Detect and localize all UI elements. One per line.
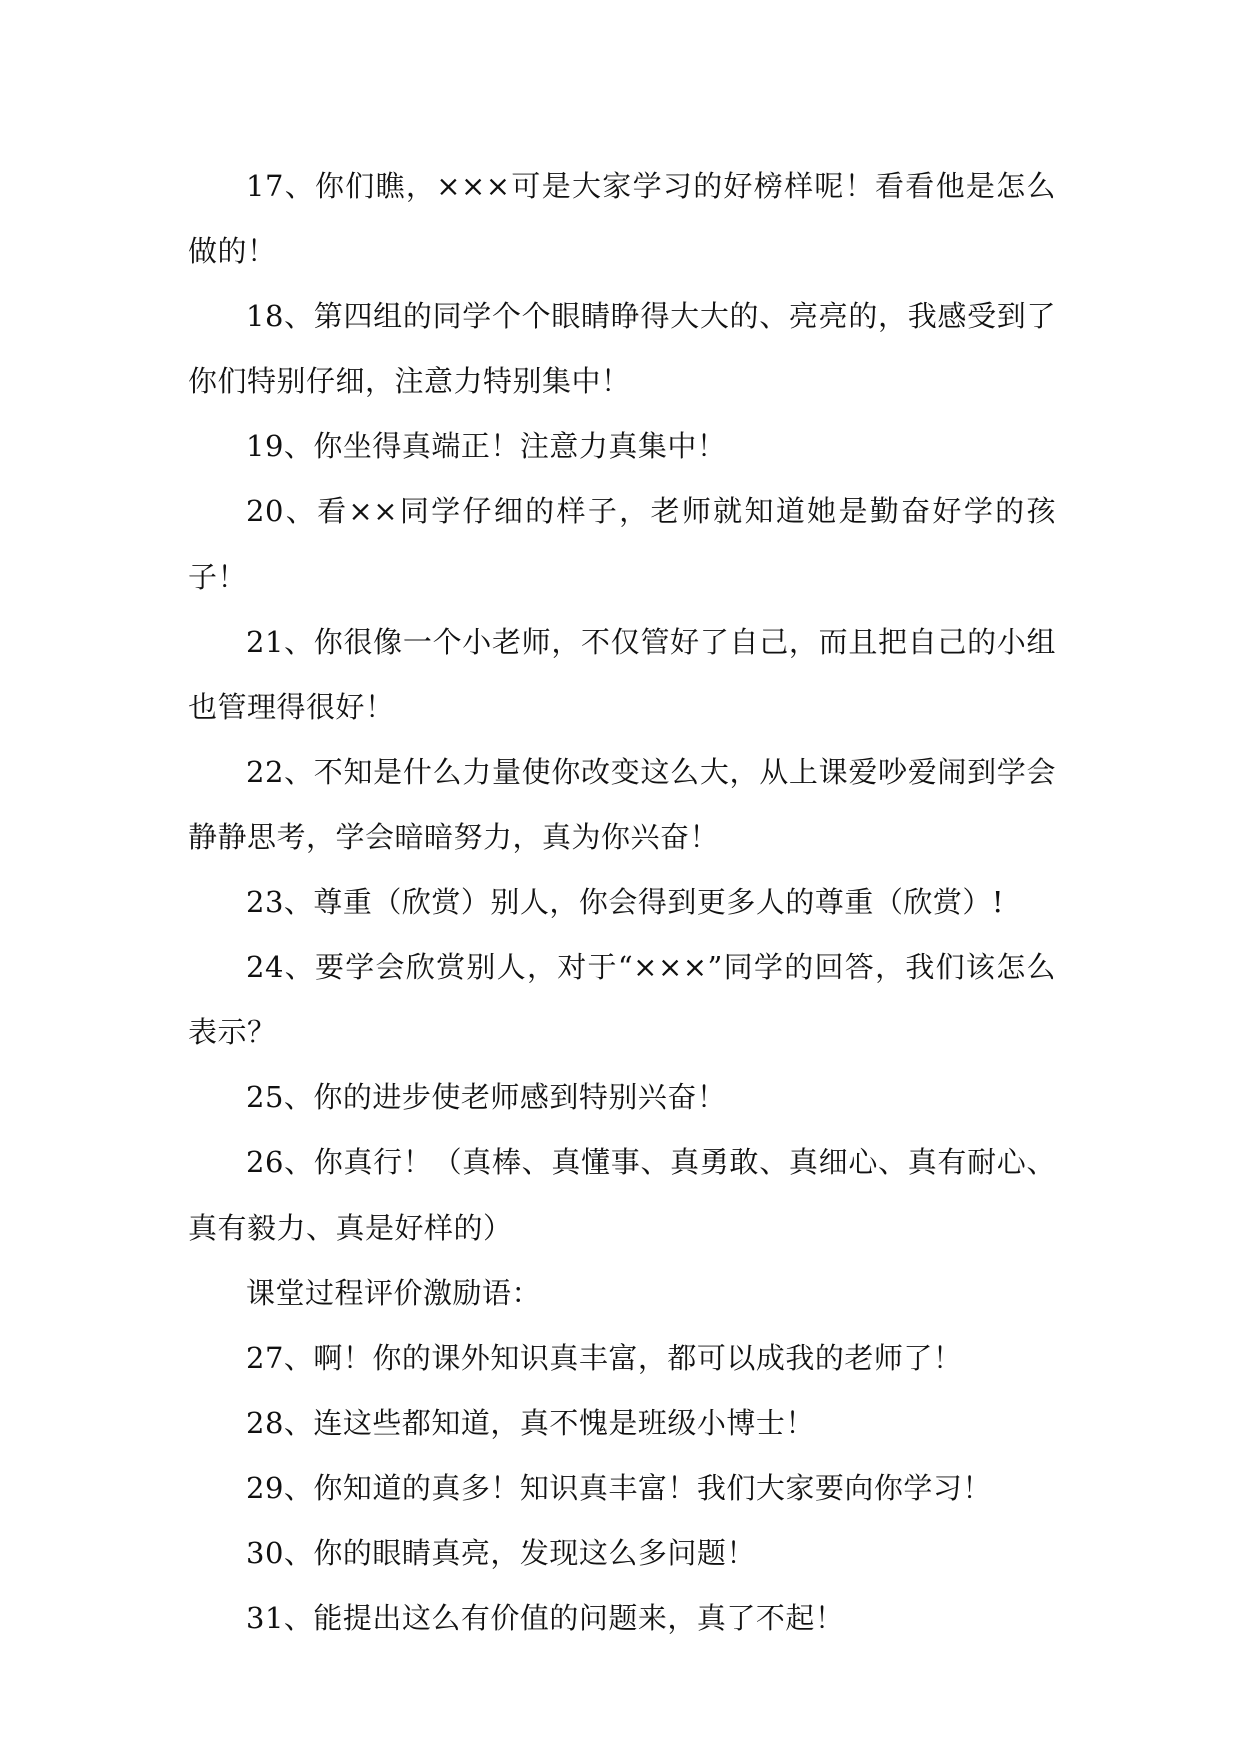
paragraph-21: 21、你很像一个小老师，不仅管好了自己，而且把自己的小组也管理得很好！ <box>188 624 1056 724</box>
paragraph-25: 25、你的进步使老师感到特别兴奋！ <box>246 1080 727 1115</box>
paragraph-20: 20、看××同学仔细的样子，老师就知道她是勤奋好学的孩子！ <box>188 494 1056 594</box>
paragraph-24: 24、要学会欣赏别人，对于“×××”同学的回答，我们该怎么表示？ <box>188 950 1056 1050</box>
paragraph-28: 28、连这些都知道，真不愧是班级小博士！ <box>246 1405 815 1440</box>
paragraph-18: 18、第四组的同学个个眼睛睁得大大的、亮亮的，我感受到了你们特别仔细，注意力特别集中！ <box>188 299 1056 399</box>
paragraph-29: 29、你知道的真多！知识真丰富！我们大家要向你学习！ <box>246 1470 992 1505</box>
document-body <box>188 154 1056 1651</box>
section-heading: 课堂过程评价激励语： <box>246 1275 542 1310</box>
paragraph-22: 22、不知是什么力量使你改变这么大，从上课爱吵爱闹到学会静静思考，学会暗暗努力，真为你兴奋！ <box>188 754 1056 854</box>
paragraph-26: 26、你真行！（真棒、真懂事、真勇敢、真细心、真有耐心、真有毅力、真是好样的） <box>188 1145 1056 1245</box>
paragraph-19: 19、你坐得真端正！注意力真集中！ <box>246 429 727 464</box>
paragraph-27: 27、啊！你的课外知识真丰富，都可以成我的老师了！ <box>246 1340 963 1375</box>
paragraph-17: 17、你们瞧，×××可是大家学习的好榜样呢！看看他是怎么做的！ <box>188 169 1056 269</box>
paragraph-30: 30、你的眼睛真亮，发现这么多问题！ <box>246 1535 756 1570</box>
paragraph-31: 31、能提出这么有价值的问题来，真了不起！ <box>246 1601 845 1636</box>
paragraph-23: 23、尊重（欣赏）别人，你会得到更多人的尊重（欣赏）! <box>246 885 1005 920</box>
